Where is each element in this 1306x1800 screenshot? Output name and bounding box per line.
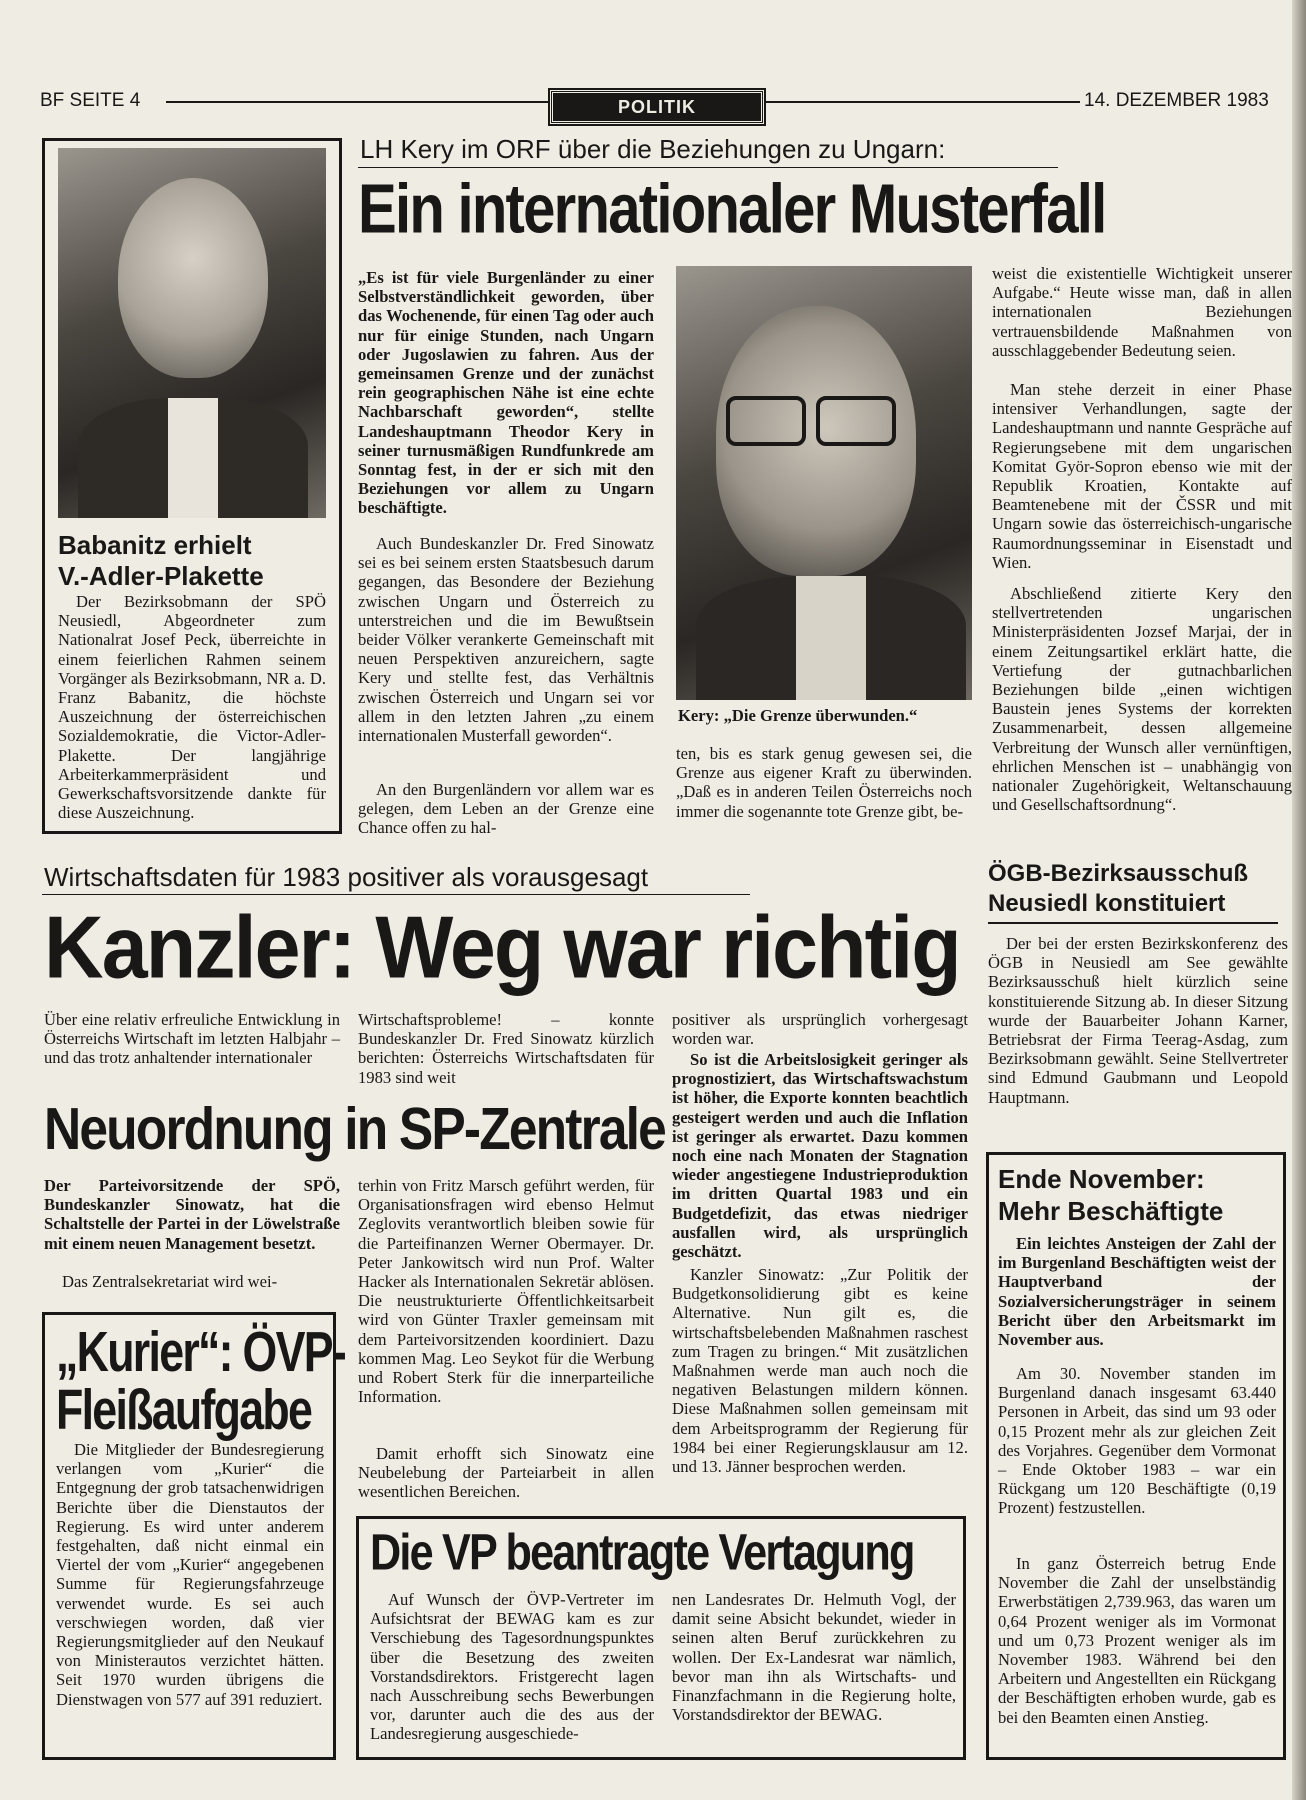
portrait-photo-kery [676,266,972,700]
lead-headline: Ein internationaler Musterfall [358,169,1106,248]
kurier-headline-1: „Kurier“: ÖVP- [56,1321,346,1384]
lead-col2: ten, bis es stark genug gewesen sei, die Grenze aus eigener Kraft zu überwinden. „Daß es in anderen Teilen Österreichs noch immer die sogenannte tote Grenze gibt, be- [676,744,972,821]
oegb-body: Der bei der ersten Bezirkskonferenz des ÖGB in Neusiedl am See gewählte Bezirksausschuß hielt kürzlich seine konstituierende Sitzung ab. In dieser Sitzung wurde der Bauarbeiter Johann Karner, Betriebsrat der Firma Teerag-Asdag, zum Bezirksobmann gewählt. Seine Stellvertreter sind Edmund Gaubmann und Leopold Hauptmann. [988,934,1288,1107]
november-lead: Ein leichtes Ansteigen der Zahl der im Burgenland Beschäftigten weist der Hauptverband der Sozialversicherungsträger in seinem Bericht über den Arbeitsmarkt im November aus. [998,1234,1276,1350]
economy-kicker-rule [42,894,750,895]
sp-headline: Neuordnung in SP-Zentrale [44,1095,665,1162]
economy-col1: Über eine relativ erfreuliche Entwicklung in Österreichs Wirtschaft im letzten Halbjahr – und das trotz anhaltender internationaler [44,1010,340,1068]
lead-col3-p3: Abschließend zitierte Kery den stellvertretenden ungarischen Ministerpräsidenten Jozsef Marjai, der in einem Zeitungsartikel erklärt hatte, die Vertiefung der gutnachbarlichen Beziehungen bilde „einen wichtigen Baustein jenes Systems der korrekten Zusammenarbeit, dessen allgemeine Verbreitung der Wunsch aller vernünftigen, ehrlichen Menschen ist – unabhängig von nationaler Zugehörigkeit, Weltanschauung und Gesellschaftsordnung“. [992,584,1292,815]
november-p2: Am 30. November standen im Burgenland danach insgesamt 63.440 Personen in Arbeit, das sind um 93 oder 0,15 Prozent mehr als zur gleichen Zeit des Vorjahres. Gegenüber dem Vormonat – Ende Oktober 1983 – war ein Rückgang um 120 Beschäftigte (0,19 Prozent) festzustellen. [998,1364,1276,1518]
header-rule-left [166,101,550,103]
sp-lead: Der Parteivorsitzende der SPÖ, Bundeskanzler Sinowatz, hat die Schaltstelle der Partei in der Löwelstraße mit einem neuen Management besetzt. [44,1176,340,1253]
sidebar-headline-2: V.-Adler-Plakette [58,561,264,591]
section-badge [550,90,764,124]
page-edge [1292,0,1306,1800]
sp-p2: Das Zentralsekretariat wird wei- [62,1272,278,1291]
page-label: BF SEITE 4 [40,90,141,111]
lead-col3-p2: Man stehe derzeit in einer Phase intensiver Verhandlungen, sagte der Landeshauptmann und nannte Gespräche auf Regierungsebene mit dem ungarischen Komitat Györ-Sopron ebenso wie mit der Republik Kroatien, Kontakte auf Beamtenebene mit der ČSSR und mit Ungarn sowie das österreichisch-ungarische Raumordnungsseminar in Eisenstadt und Wien. [992,380,1292,572]
vp-col1: Auf Wunsch der ÖVP-Vertreter im Aufsichtsrat der BEWAG kam es zur Verschiebung des Tagesordnungspunktes über die Besetzung des zweiten Vorstandsdirektors. Fristgerecht lagen nach Ausschreibung sechs Bewerbungen vor, darunter auch die des aus der Landesregierung ausgeschiede- [370,1590,654,1744]
lead-col1-p3: An den Burgenländern vor allem war es gelegen, dem Leben an der Grenze eine Chance offen zu hal- [358,780,654,838]
economy-headline: Kanzler: Weg war richtig [44,899,960,997]
sp-col2: terhin von Fritz Marsch geführt werden, für Organisationsfragen wird ebenso Helmut Zeglovits verantwortlich bleiben sowie für die Parteifinanzen Werner Obermayer. Dr. Peter Jankowitsch wird nun Prof. Walter Hacker als Internationalen Sekretär ablösen. Die neustrukturierte Öffentlichkeitsarbeit wird von Günter Traxler gemeinsam mit dem Parteivorsitzenden koordiniert. Dazu kommen Mag. Leo Seykot für die Werbung und Robert Sterk für die innerparteiliche Information. [358,1176,654,1407]
portrait-photo-peck [58,148,326,518]
economy-kicker: Wirtschaftsdaten für 1983 positiver als vorausgesagt [44,862,649,892]
lead-col1-lead: „Es ist für viele Burgenländer zu einer Selbstverständlichkeit geworden, über das Wochenende, für einen Tag oder auch nur für einige Stunden, nach Ungarn oder Jugoslawien zu fahren. Aus der gemeinsamen Grenze und der zunächst rein geographischen Nähe ist eine echte Nachbarschaft geworden“, stellte Landeshauptmann Theodor Kery in seiner turnusmäßigen Rundfunkrede am Sonntag fest, in der er sich mit den Beziehungen vor allem zu Ungarn beschäftigte. [358,268,654,518]
lead-col1-p2: Auch Bundeskanzler Dr. Fred Sinowatz sei es bei seinem ersten Staatsbesuch darum gegangen, das Besondere der Beziehung zwischen Ungarn und Österreich zu unterstreichen und die im Bewußtsein beider Völker verankerte Gemeinschaft mit neuen Perspektiven anzureichern, sagte Kery und stellte fest, das Verhältnis zwischen Österreich und Ungarn sei vor allem in den letzten Jahren „zu einem internationalen Musterfall geworden“. [358,534,654,746]
sp-col2-p2: Damit erhofft sich Sinowatz eine Neubelebung der Parteiarbeit in allen wesentlichen Bereichen. [358,1444,654,1502]
header-rule-right [764,101,1080,103]
vp-headline: Die VP beantragte Vertagung [370,1525,914,1582]
november-headline-1: Ende November: [998,1164,1205,1194]
photo-caption: Kery: „Die Grenze überwunden.“ [678,706,918,725]
page-date: 14. DEZEMBER 1983 [1084,90,1269,111]
november-p3: In ganz Österreich betrug Ende November die Zahl der unselbständig Erwerbstätigen 2,739.963, das waren um 0,64 Prozent weniger als im Vormonat und um 0,73 Prozent weniger als im November 1983. Während bei den Arbeitern und Angestellten ein Rückgang der Beschäftigten erhoben wurde, gab es bei den Beamten einen Anstieg. [998,1554,1276,1727]
vp-col2: nen Landesrates Dr. Helmuth Vogl, der damit seine Absicht bekundet, wieder in seinen alten Beruf zurückkehren zu wollen. Der Ex-Landesrat war nämlich, bevor man ihn als Wirtschafts- und Finanzfachmann in die Regierung holte, Vorstandsdirektor der BEWAG. [672,1590,956,1725]
november-headline-2: Mehr Beschäftigte [998,1196,1224,1226]
sidebar-body: Der Bezirksobmann der SPÖ Neusiedl, Abgeordneter zum Nationalrat Josef Peck, überreichte in einem feierlichen Rahmen seinem Vorgänger als Bezirksobmann, NR a. D. Franz Babanitz, die höchste Auszeichnung der österreichischen Sozialdemokratie, die Victor-Adler-Plakette. Der langjährige Arbeiterkammerpräsident und Gewerkschaftsvorsitzende dankte für diese Auszeichnung. [58,592,326,823]
economy-col3-p2: So ist die Arbeitslosigkeit geringer als prognostiziert, das Wirtschaftswachstum ist höher, die Exporte konnten beachtlich gesteigert werden und auch die Inflation ist geringer als erwartet. Dazu kommen noch eine nach Monaten der Stagnation wieder angestiegene Industrieproduktion im dritten Quartal 1983 und ein Budgetdefizit, das etwas niedriger ausfallen wird, als ursprünglich geschätzt. [672,1050,968,1262]
kurier-headline-2: Fleißaufgabe [56,1379,312,1442]
sidebar-headline-1: Babanitz erhielt [58,530,252,560]
oegb-rule [988,922,1278,924]
kurier-body: Die Mitglieder der Bundesregierung verlangen vom „Kurier“ die Entgegnung der grob tatsachenwidrigen Berichte über die Dienstautos der Regierung. Es wird unter anderem festgehalten, daß nicht einmal ein Viertel der vom „Kurier“ angegebenen Summe für Regierungsfahrzeuge verwendet wurde. Es sei auch verschwiegen worden, daß vier Regierungsmitglieder auf den Neukauf von Ministerautos verzichtet hätten. Seit 1970 wurden übrigens die Dienstwagen von 577 auf 391 reduziert. [56,1440,324,1709]
oegb-headline-1: ÖGB-Bezirksausschuß [988,860,1249,887]
lead-kicker: LH Kery im ORF über die Beziehungen zu Ungarn: [360,134,946,164]
economy-col2: Wirtschaftsprobleme! – konnte Bundeskanzler Dr. Fred Sinowatz kürzlich berichten: Österreichs Wirtschaftsdaten für 1983 sind weit [358,1010,654,1087]
section-label: POLITIK [618,97,696,117]
lead-col3-p1: weist die existentielle Wichtigkeit unserer Aufgabe.“ Heute wisse man, daß in allen internationalen Beziehungen vertrauensbildende Maßnahmen von ausschlaggebender Bedeutung seien. [992,264,1292,360]
economy-col3-p3: Kanzler Sinowatz: „Zur Politik der Budgetkonsolidierung gibt es keine Alternative. Nun gilt es, die wirtschaftsbelebenden Maßnahmen raschest zum Tragen zu bringen.“ Mit zusätzlichen Maßnahmen werde man auch noch die negativen Belastungen mildern können. Diese Maßnahmen sollen gemeinsam mit dem Arbeitsprogramm der Regierung für 1984 bei einer Regierungsklausur am 12. und 13. Jänner besprochen werden. [672,1265,968,1477]
oegb-headline-2: Neusiedl konstituiert [988,890,1226,917]
economy-col3-p1: positiver als ursprünglich vorhergesagt worden war. [672,1010,968,1049]
